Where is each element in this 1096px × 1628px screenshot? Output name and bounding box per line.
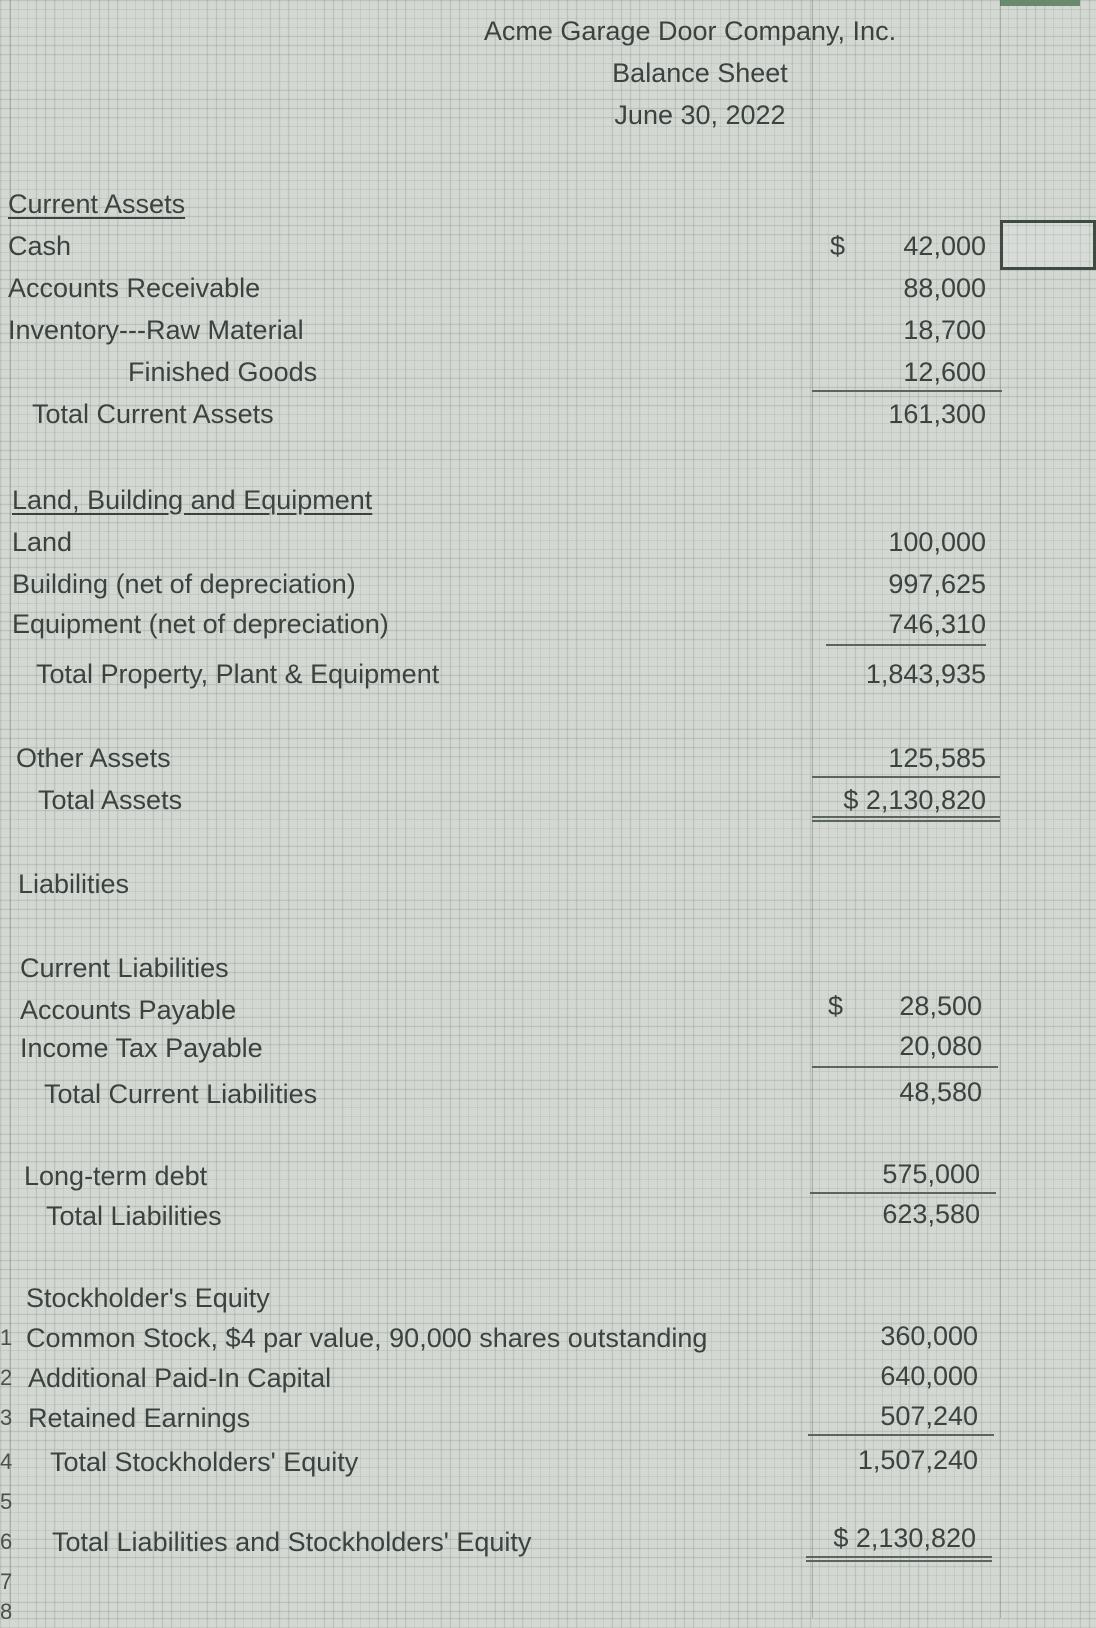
row-number[interactable]: 5	[0, 1489, 13, 1514]
common-stock-label[interactable]: Common Stock, $4 par value, 90,000 shares outstanding	[26, 1323, 708, 1353]
finished-goods-label[interactable]: Finished Goods	[128, 357, 318, 387]
company-title: Acme Garage Door Company, Inc.	[483, 16, 897, 46]
total-current-assets-value[interactable]: 161,300	[888, 399, 986, 429]
equipment-value[interactable]: 746,310	[888, 609, 986, 639]
accounts-payable-value[interactable]: 28,500	[899, 991, 982, 1021]
subtotal-rule	[810, 1192, 996, 1194]
grand-total-value[interactable]: $ 2,130,820	[833, 1523, 976, 1553]
equity-heading[interactable]: Stockholder's Equity	[26, 1283, 270, 1313]
subtotal-rule	[812, 776, 1000, 778]
finished-goods-value[interactable]: 12,600	[903, 357, 986, 387]
building-value[interactable]: 997,625	[888, 569, 986, 599]
row-number[interactable]: 7	[0, 1569, 13, 1594]
cash-label[interactable]: Cash	[8, 231, 72, 261]
current-liabilities-heading[interactable]: Current Liabilities	[20, 953, 229, 983]
retained-earnings-value[interactable]: 507,240	[880, 1401, 978, 1431]
other-assets-label[interactable]: Other Assets	[16, 743, 171, 773]
accounts-payable-label[interactable]: Accounts Payable	[20, 995, 237, 1025]
accounts-receivable-value[interactable]: 88,000	[903, 273, 986, 303]
statement-date: June 30, 2022	[614, 100, 786, 130]
inventory-raw-label[interactable]: Inventory---Raw Material	[8, 315, 304, 345]
row-number[interactable]: 8	[0, 1599, 13, 1624]
subtotal-rule	[826, 644, 986, 646]
row-number[interactable]: 4	[0, 1449, 13, 1474]
apic-value[interactable]: 640,000	[880, 1361, 978, 1391]
row-number[interactable]: 1	[0, 1325, 13, 1350]
grand-total-label[interactable]: Total Liabilities and Stockholders' Equity	[52, 1527, 532, 1557]
long-term-debt-value[interactable]: 575,000	[882, 1159, 980, 1189]
total-ppe-value[interactable]: 1,843,935	[865, 659, 986, 689]
total-equity-value[interactable]: 1,507,240	[857, 1445, 978, 1475]
inventory-raw-value[interactable]: 18,700	[903, 315, 986, 345]
building-label[interactable]: Building (net of depreciation)	[12, 569, 356, 599]
long-term-debt-label[interactable]: Long-term debt	[24, 1161, 208, 1191]
total-assets-value[interactable]: $ 2,130,820	[843, 785, 986, 815]
total-liabilities-label[interactable]: Total Liabilities	[46, 1201, 222, 1231]
total-equity-label[interactable]: Total Stockholders' Equity	[50, 1447, 359, 1477]
subtotal-rule	[812, 1066, 998, 1068]
equipment-label[interactable]: Equipment (net of depreciation)	[12, 609, 389, 639]
row-number[interactable]: 3	[0, 1405, 13, 1430]
current-assets-heading[interactable]: Current Assets	[8, 189, 186, 219]
accounts-payable-currency: $	[828, 991, 844, 1021]
other-assets-value[interactable]: 125,585	[888, 743, 986, 773]
land-label[interactable]: Land	[12, 527, 73, 557]
liabilities-heading[interactable]: Liabilities	[18, 869, 130, 899]
total-liabilities-value[interactable]: 623,580	[882, 1199, 980, 1229]
ppe-heading[interactable]: Land, Building and Equipment	[12, 485, 373, 515]
selected-cell[interactable]	[1000, 220, 1096, 270]
cash-currency: $	[830, 231, 846, 261]
cash-value[interactable]: 42,000	[903, 231, 986, 261]
total-ppe-label[interactable]: Total Property, Plant & Equipment	[36, 659, 440, 689]
total-current-liabilities-label[interactable]: Total Current Liabilities	[44, 1079, 318, 1109]
apic-label[interactable]: Additional Paid-In Capital	[28, 1363, 332, 1393]
income-tax-payable-label[interactable]: Income Tax Payable	[20, 1033, 263, 1063]
accounts-receivable-label[interactable]: Accounts Receivable	[8, 273, 261, 303]
window-edge	[1000, 0, 1080, 6]
statement-title: Balance Sheet	[612, 58, 788, 88]
grand-total-double-rule	[806, 1556, 992, 1562]
income-tax-payable-value[interactable]: 20,080	[899, 1031, 982, 1061]
total-double-rule	[812, 816, 1000, 822]
total-assets-label[interactable]: Total Assets	[38, 785, 183, 815]
subtotal-rule	[808, 1434, 994, 1436]
subtotal-rule	[812, 390, 1002, 392]
total-current-liabilities-value[interactable]: 48,580	[899, 1077, 982, 1107]
row-number[interactable]: 6	[0, 1529, 13, 1554]
land-value[interactable]: 100,000	[888, 527, 986, 557]
retained-earnings-label[interactable]: Retained Earnings	[28, 1403, 251, 1433]
total-current-assets-label[interactable]: Total Current Assets	[32, 399, 274, 429]
row-number[interactable]: 2	[0, 1365, 13, 1390]
common-stock-value[interactable]: 360,000	[880, 1321, 978, 1351]
